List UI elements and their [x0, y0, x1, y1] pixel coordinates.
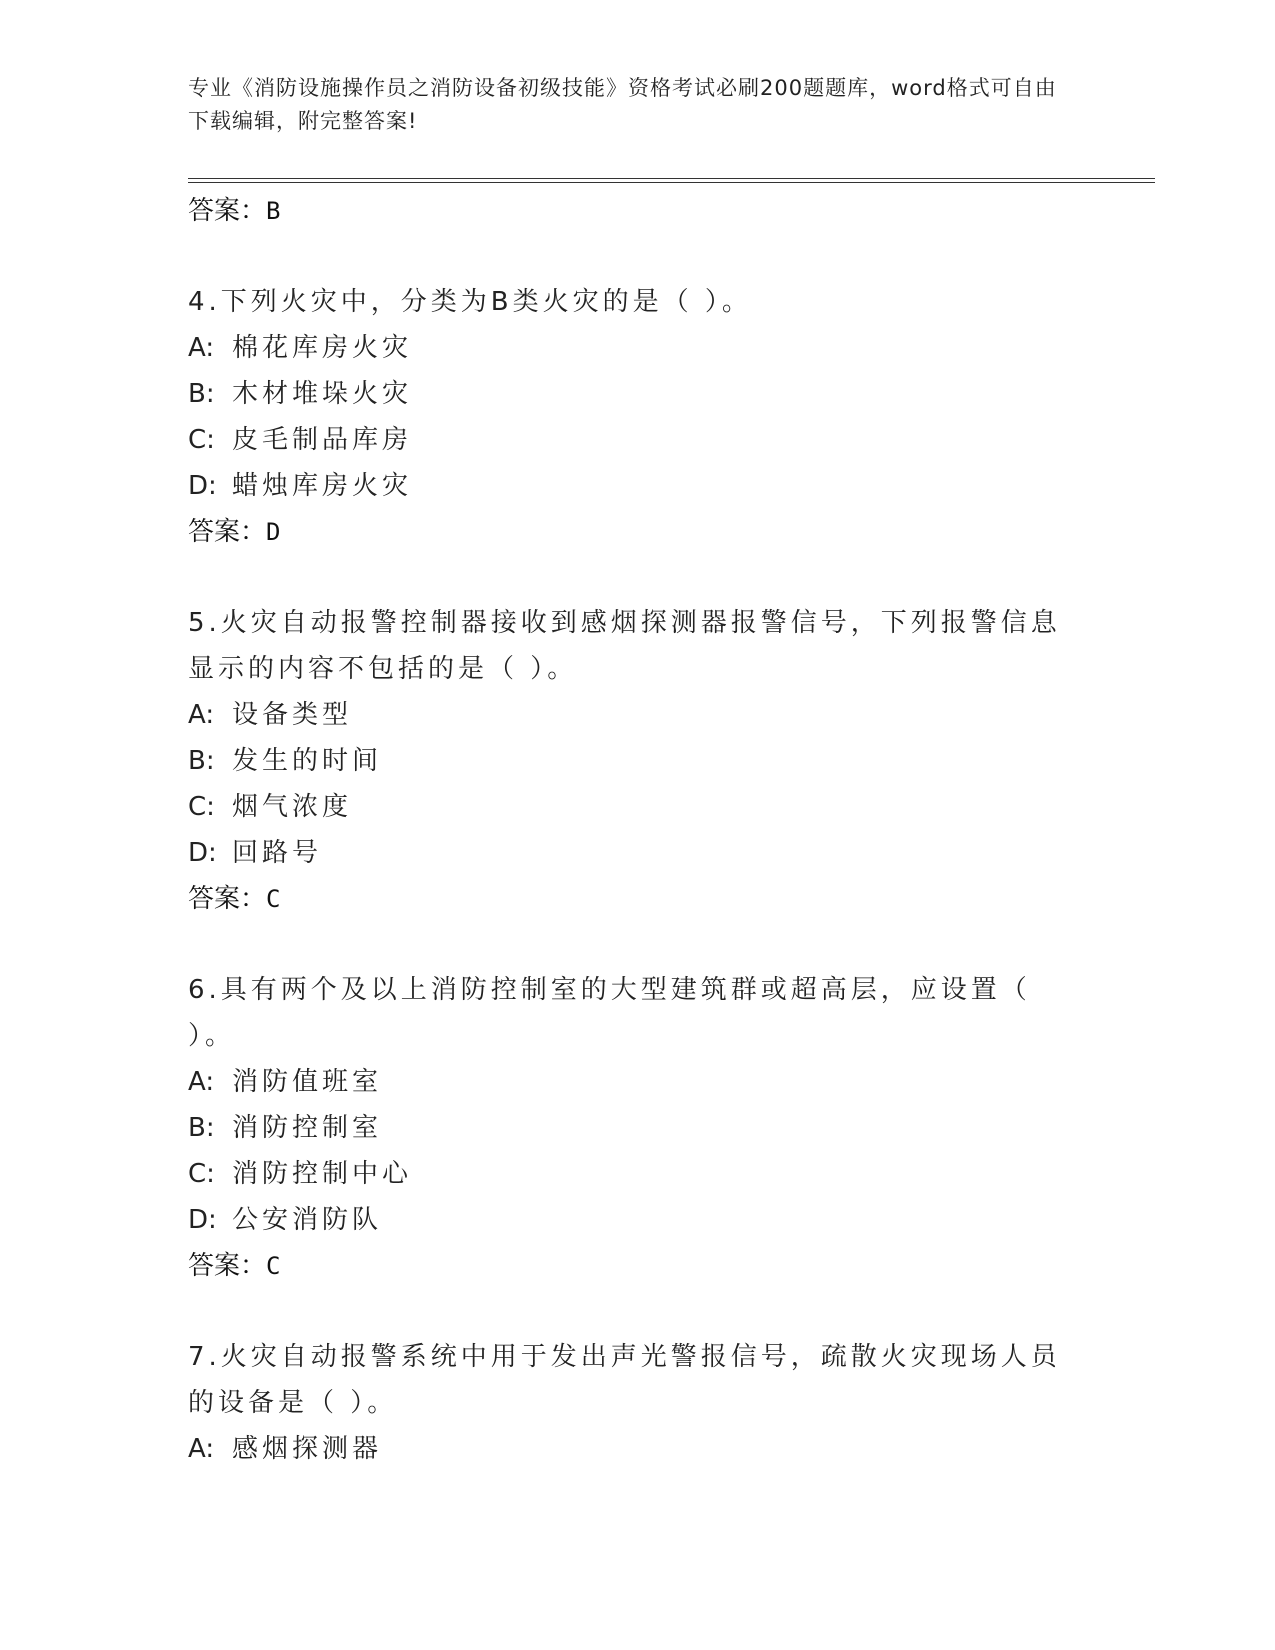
option-b: [188, 738, 1088, 784]
option-d: [188, 830, 1088, 876]
option-text: 木材堆垛火灾: [232, 379, 413, 409]
option-letter: D:: [188, 838, 217, 868]
answer-label: 答案：: [188, 884, 267, 914]
answer-value: D: [266, 518, 281, 546]
option-text: 回路号: [232, 838, 323, 868]
option-text: 消防控制中心: [232, 1159, 413, 1189]
option-text: 消防值班室: [232, 1067, 383, 1097]
answer-line: [188, 1243, 1088, 1289]
question-text: 7.火灾自动报警系统中用于发出声光警报信号，疏散火灾现场人员的设备是（ ）。: [188, 1342, 1061, 1418]
option-letter: A:: [188, 1434, 215, 1464]
option-text: 蜡烛库房火灾: [232, 471, 413, 501]
option-c: [188, 417, 1088, 463]
question-text: 5.火灾自动报警控制器接收到感烟探测器报警信号，下列报警信息显示的内容不包括的是（ ）。: [188, 608, 1061, 684]
option-letter: C:: [188, 792, 215, 822]
option-text: 消防控制室: [232, 1113, 383, 1143]
option-text: 皮毛制品库房: [232, 425, 413, 455]
option-c: [188, 784, 1088, 830]
answer-line: [188, 509, 1088, 555]
option-letter: D:: [188, 471, 217, 501]
option-b: [188, 371, 1088, 417]
question-6: [188, 967, 1088, 1289]
option-text: 发生的时间: [232, 746, 383, 776]
option-b: [188, 1105, 1088, 1151]
option-text: 设备类型: [232, 700, 353, 730]
option-text: 感烟探测器: [232, 1434, 383, 1464]
option-letter: D:: [188, 1205, 217, 1235]
option-letter: B:: [188, 746, 215, 776]
question-4: [188, 279, 1088, 555]
option-d: [188, 463, 1088, 509]
question-7: [188, 1334, 1088, 1472]
answer-value: C: [266, 885, 281, 913]
option-text: 公安消防队: [232, 1205, 383, 1235]
option-letter: A:: [188, 1067, 215, 1097]
option-a: [188, 325, 1088, 371]
option-d: [188, 1197, 1088, 1243]
option-letter: A:: [188, 700, 215, 730]
document-content: [188, 188, 1088, 1472]
option-letter: C:: [188, 1159, 215, 1189]
answer-label: 答案：: [188, 196, 267, 226]
option-letter: B:: [188, 379, 215, 409]
option-text: 烟气浓度: [232, 792, 353, 822]
answer-line: [188, 876, 1088, 922]
option-text: 棉花库房火灾: [232, 333, 413, 363]
question-text: 4.下列火灾中，分类为B类火灾的是（ ）。: [188, 287, 752, 317]
question-5: [188, 600, 1088, 922]
option-letter: A:: [188, 333, 215, 363]
option-letter: B:: [188, 1113, 215, 1143]
answer-value: C: [266, 1252, 281, 1280]
answer-value: B: [266, 197, 281, 225]
header-divider: [188, 178, 1155, 183]
option-c: [188, 1151, 1088, 1197]
question-text: 6.具有两个及以上消防控制室的大型建筑群或超高层，应设置（ ）。: [188, 975, 1031, 1051]
option-a: [188, 692, 1088, 738]
option-a: [188, 1426, 1088, 1472]
answer-label: 答案：: [188, 1251, 267, 1281]
option-letter: C:: [188, 425, 215, 455]
page-header-text: 专业《消防设施操作员之消防设备初级技能》资格考试必刷200题题库，word格式可自由下载编辑，附完整答案!: [188, 76, 1057, 133]
answer-label: 答案：: [188, 517, 267, 547]
answer-line: [188, 188, 1088, 234]
option-a: [188, 1059, 1088, 1105]
